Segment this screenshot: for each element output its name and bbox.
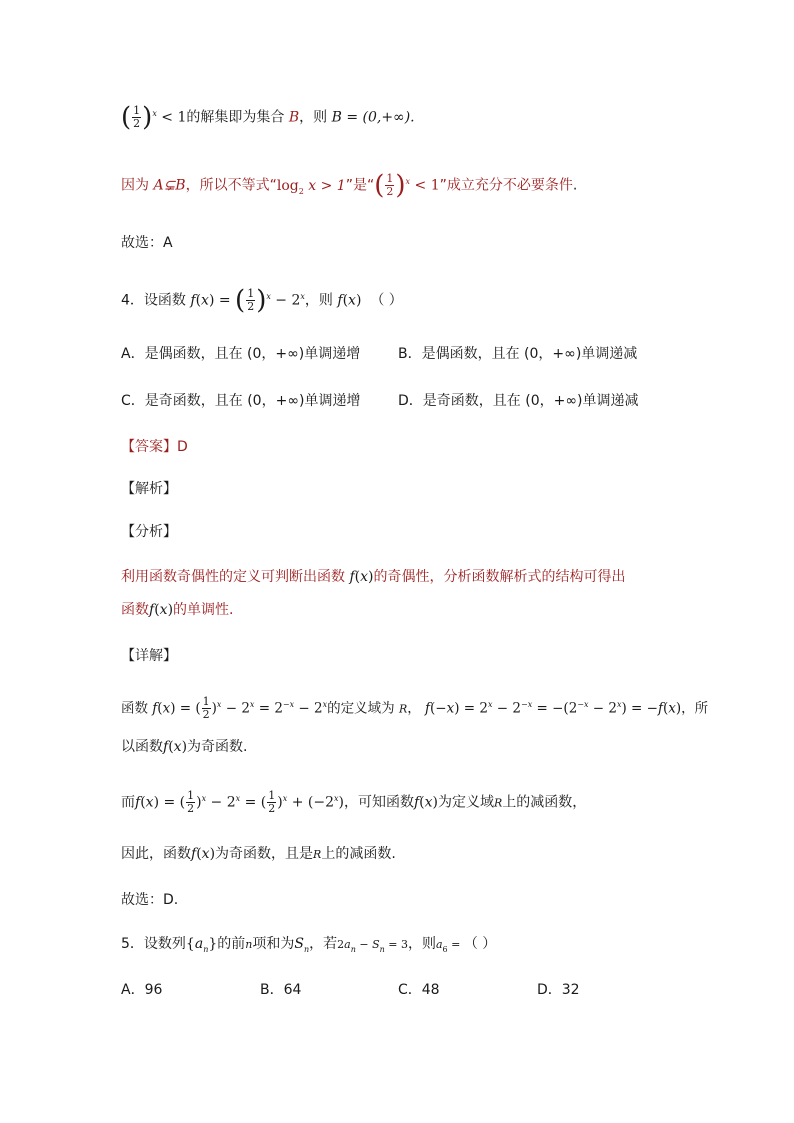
detail-comma: ， <box>407 700 421 717</box>
detail-line-2: 以函数f(x)为奇函数. <box>121 739 248 755</box>
detail-line-4: 因此，函数f(x)为奇函数，且是R上的减函数. <box>121 846 396 862</box>
detail-line-3: 而f(x) = ( $\frac{1}{2}$ )$^x - 2^x$ = ( $\frac{1}{2}$ )$^x + (-2^x)$，可知函数f(x)为定义域R上的减函数， <box>121 789 587 816</box>
fenxi-text-c: 函数 <box>121 602 149 618</box>
option-q4-a: A．是偶函数，且在 (0，+∞)单调递增 <box>121 346 361 362</box>
detail-text-m: 上的减函数. <box>321 846 396 862</box>
detail-text-d: ，所 <box>681 700 709 717</box>
option-q5-b: B．64 <box>260 982 302 998</box>
detail-text-b: 的定义域为 <box>327 700 395 717</box>
fenxi-text-b: 的奇偶性，分析函数解析式的结构可得出 <box>373 569 626 585</box>
q4-label: 4．设函数 <box>121 292 186 309</box>
option-q5-a: A．96 <box>121 982 163 998</box>
answer-blank-q4: （ ） <box>370 292 403 309</box>
detail-text-j: 上的减函数， <box>502 794 587 811</box>
detail-text-h: ，可知函数 <box>343 794 414 811</box>
fenxi-line-2: 函数f(x)的单调性. <box>121 602 234 618</box>
text-because: 因为 <box>121 177 149 194</box>
option-q4-c: C．是奇函数，且在 (0，+∞)单调递增 <box>121 393 361 409</box>
math-lt-1: < 1 <box>161 109 187 126</box>
jiexi-tag: 【解析】 <box>121 481 177 497</box>
math-log: $\log_2 x > 1$ <box>276 177 346 196</box>
answer-tag-q4: 【答案】D <box>121 439 188 455</box>
q5-label: 5．设数列 <box>121 936 186 952</box>
answer-q4: 故选：D. <box>121 892 179 908</box>
option-q4-b: B．是偶函数，且在 (0，+∞)单调递减 <box>398 346 638 362</box>
text-then: ，则 <box>299 109 328 126</box>
text-so-inequality: ，所以不等式“ <box>185 177 277 194</box>
xiangjie-tag: 【详解】 <box>121 648 177 664</box>
text-is: ”是“ <box>345 177 375 194</box>
detail-text-k: 因此，函数 <box>121 846 191 862</box>
option-q4-d: D．是奇函数，且在 (0，+∞)单调递减 <box>398 393 639 409</box>
fenxi-tag: 【分析】 <box>121 524 177 540</box>
math-subset: A⊊B <box>153 177 186 194</box>
var-b: B <box>288 109 300 126</box>
text-solution-set: 的解集即为集合 <box>186 109 285 126</box>
math-f-def: f <box>190 292 196 309</box>
line-2: 因为 A⊊B，所以不等式“$\log_2$ x > 1”是“( $\frac{1}{2}$ )$^x$ < 1”成立充分不必要条件. <box>121 170 578 201</box>
fenxi-line-1: 利用函数奇偶性的定义可判断出函数 f(x)的奇偶性，分析函数解析式的结构可得出 <box>121 569 626 585</box>
fenxi-text-a: 利用函数奇偶性的定义可判断出函数 <box>121 569 345 585</box>
detail-text-e: 以函数 <box>121 739 163 755</box>
option-q5-d: D．32 <box>537 982 580 998</box>
option-q5-c: C．48 <box>398 982 440 998</box>
detail-line-1: 函数 f(x) = ( $\frac{1}{2}$ )$^x - 2^x = 2^{-x} - 2^x$的定义域为 R， $f(-x) = 2^x - 2^{-x} = -(2^{-x} - 2^x) = -f(x)$，所 <box>121 695 709 721</box>
detail-text-i: 为定义域 <box>438 794 494 811</box>
answer-q3: 故选：A <box>121 235 173 251</box>
question-5: 5．设数列$\{a_n\}$的前n项和为$S_n$，若$2a_n - S_n = 3$，则$a_6$ = （ ） <box>121 936 497 954</box>
detail-text-a: 函数 <box>121 700 148 717</box>
question-4: 4．设函数 f(x) = ( $\frac{1}{2}$ )$^x - 2^x$，则 f(x) （ ） <box>121 285 403 316</box>
fenxi-text-d: 的单调性. <box>173 602 234 618</box>
math-b-equals: B = (0,+∞). <box>331 109 415 126</box>
q5-text-e: ，则 <box>407 936 436 952</box>
answer-blank-q5: （ ） <box>463 936 497 952</box>
detail-text-l: 为奇函数，且是 <box>215 846 314 862</box>
q5-text-d: ，若 <box>309 936 338 952</box>
line-1: ( $\frac{1}{2}$ )$^x$ < 1的解集即为集合 B，则 B = (0,+∞). <box>121 102 415 133</box>
detail-text-g: 而 <box>121 794 135 811</box>
q5-text-c: 项和为 <box>252 936 295 952</box>
q5-text-b: 的前 <box>217 936 246 952</box>
detail-text-f: 为奇函数. <box>187 739 248 755</box>
text-sufficient: ”成立充分不必要条件 <box>439 177 573 194</box>
text-then-q4: ，则 <box>304 292 333 309</box>
